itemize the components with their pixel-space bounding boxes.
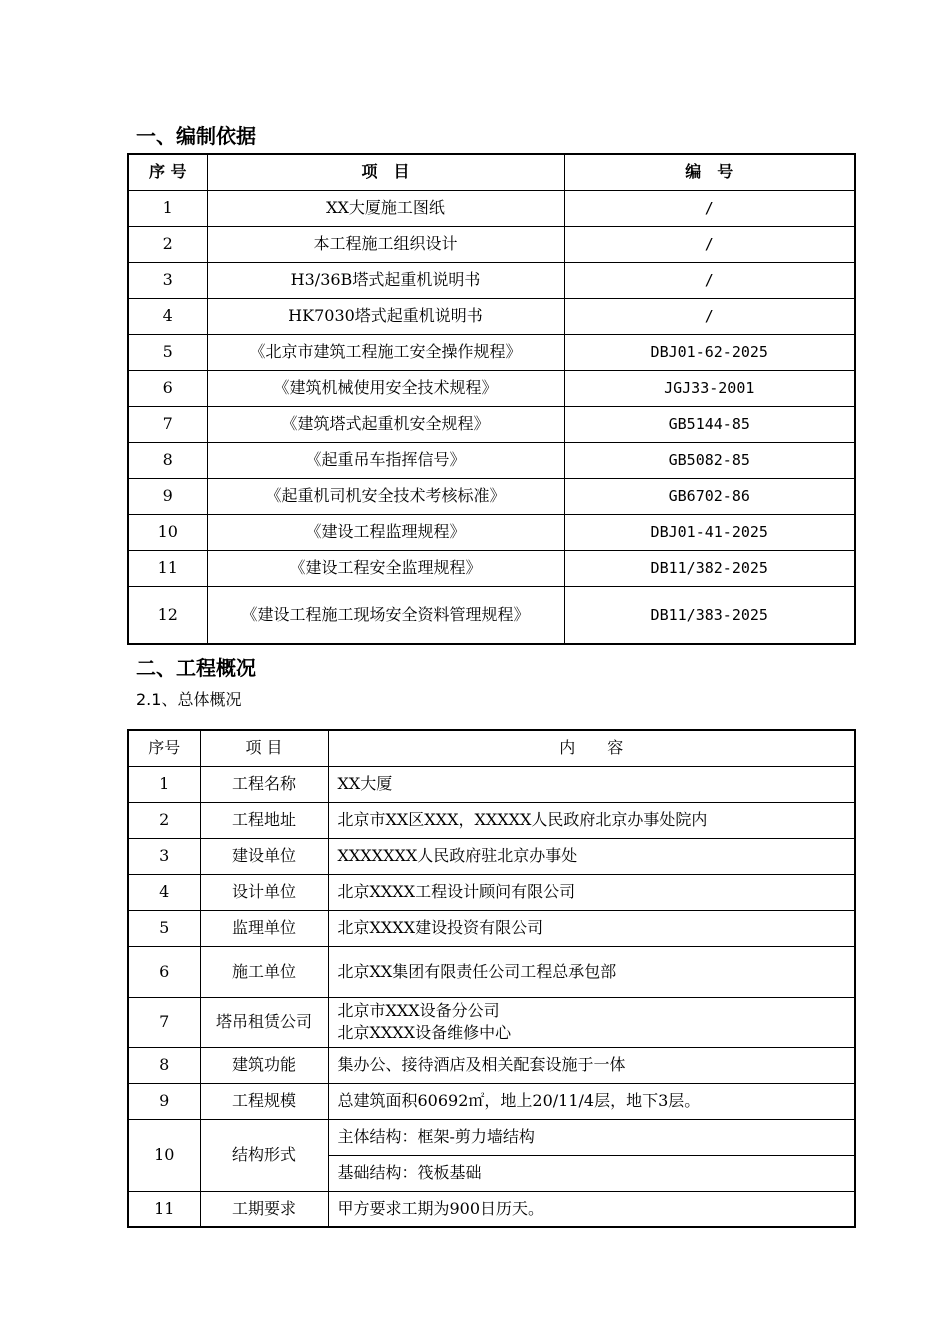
row-no: 6 bbox=[128, 370, 207, 406]
row-item: 《建筑机械使用安全技术规程》 bbox=[207, 370, 564, 406]
row-code: JGJ33-2001 bbox=[564, 370, 855, 406]
row-code: DB11/383-2025 bbox=[564, 586, 855, 644]
table-row bbox=[128, 370, 855, 406]
row-content: 主体结构：框架-剪力墙结构 bbox=[328, 1119, 855, 1155]
row-no: 5 bbox=[128, 910, 200, 946]
row-item: 建筑功能 bbox=[200, 1047, 328, 1083]
row-no: 10 bbox=[128, 1119, 200, 1191]
header-content: 内 容 bbox=[328, 730, 855, 766]
row-code: DBJ01-41-2025 bbox=[564, 514, 855, 550]
table-row bbox=[128, 838, 855, 874]
row-code: DB11/382-2025 bbox=[564, 550, 855, 586]
section2-title: 二、工程概况 bbox=[136, 656, 256, 680]
row-item: 《北京市建筑工程施工安全操作规程》 bbox=[207, 334, 564, 370]
row-item: 塔吊租赁公司 bbox=[200, 997, 328, 1047]
overview-table bbox=[127, 729, 856, 1228]
basis-table-header bbox=[128, 154, 855, 190]
table-row bbox=[128, 334, 855, 370]
row-no: 3 bbox=[128, 838, 200, 874]
table-row bbox=[128, 406, 855, 442]
row-no: 2 bbox=[128, 802, 200, 838]
table-row bbox=[128, 910, 855, 946]
header-no: 序 号 bbox=[128, 154, 207, 190]
row-no: 5 bbox=[128, 334, 207, 370]
content-line: 北京XXXX设备维修中心 bbox=[337, 1023, 512, 1042]
content-line: 北京市XXX设备分公司 bbox=[337, 1001, 500, 1020]
row-code: / bbox=[564, 226, 855, 262]
row-code: GB5082-85 bbox=[564, 442, 855, 478]
table-row bbox=[128, 1191, 855, 1227]
row-content: XX大厦 bbox=[328, 766, 855, 802]
table-row bbox=[128, 874, 855, 910]
row-no: 11 bbox=[128, 550, 207, 586]
table-row bbox=[128, 1119, 855, 1155]
row-code: / bbox=[564, 190, 855, 226]
row-item: 工期要求 bbox=[200, 1191, 328, 1227]
row-item: 《建设工程施工现场安全资料管理规程》 bbox=[207, 586, 564, 644]
row-item: 建设单位 bbox=[200, 838, 328, 874]
row-item: 《起重吊车指挥信号》 bbox=[207, 442, 564, 478]
row-no: 4 bbox=[128, 874, 200, 910]
row-code: GB5144-85 bbox=[564, 406, 855, 442]
row-no: 9 bbox=[128, 1083, 200, 1119]
row-content: 北京XXXX建设投资有限公司 bbox=[328, 910, 855, 946]
table-row bbox=[128, 226, 855, 262]
row-item: 监理单位 bbox=[200, 910, 328, 946]
row-content: 集办公、接待酒店及相关配套设施于一体 bbox=[328, 1047, 855, 1083]
table-row bbox=[128, 1083, 855, 1119]
row-code: / bbox=[564, 262, 855, 298]
row-code: DBJ01-62-2025 bbox=[564, 334, 855, 370]
row-content: 总建筑面积60692㎡，地上20/11/4层，地下3层。 bbox=[328, 1083, 855, 1119]
row-no: 2 bbox=[128, 226, 207, 262]
row-item: 施工单位 bbox=[200, 946, 328, 997]
header-item: 项 目 bbox=[200, 730, 328, 766]
row-item: 结构形式 bbox=[200, 1119, 328, 1191]
table-row bbox=[128, 478, 855, 514]
row-item: XX大厦施工图纸 bbox=[207, 190, 564, 226]
row-content: XXXXXXX人民政府驻北京办事处 bbox=[328, 838, 855, 874]
table-row bbox=[128, 802, 855, 838]
table-row bbox=[128, 298, 855, 334]
table-row bbox=[128, 190, 855, 226]
row-item: 工程名称 bbox=[200, 766, 328, 802]
row-content: 基础结构：筏板基础 bbox=[328, 1155, 855, 1191]
row-item: 《建设工程监理规程》 bbox=[207, 514, 564, 550]
row-item: H3/36B塔式起重机说明书 bbox=[207, 262, 564, 298]
row-no: 8 bbox=[128, 442, 207, 478]
table-row bbox=[128, 586, 855, 644]
row-no: 10 bbox=[128, 514, 207, 550]
row-no: 9 bbox=[128, 478, 207, 514]
row-no: 7 bbox=[128, 997, 200, 1047]
row-item: 《起重机司机安全技术考核标准》 bbox=[207, 478, 564, 514]
row-no: 6 bbox=[128, 946, 200, 997]
row-code: / bbox=[564, 298, 855, 334]
row-item: 《建设工程安全监理规程》 bbox=[207, 550, 564, 586]
table-row bbox=[128, 1047, 855, 1083]
row-content: 北京市XX区XXX，XXXXX人民政府北京办事处院内 bbox=[328, 802, 855, 838]
table-row bbox=[128, 997, 855, 1047]
row-no: 12 bbox=[128, 586, 207, 644]
header-code: 编 号 bbox=[564, 154, 855, 190]
row-item: 设计单位 bbox=[200, 874, 328, 910]
section2-subtitle: 2.1、总体概况 bbox=[136, 690, 242, 709]
table-row bbox=[128, 946, 855, 997]
table-row bbox=[128, 442, 855, 478]
row-content: 北京XXXX工程设计顾问有限公司 bbox=[328, 874, 855, 910]
row-item: 工程地址 bbox=[200, 802, 328, 838]
table-row bbox=[128, 262, 855, 298]
row-code: GB6702-86 bbox=[564, 478, 855, 514]
row-item: 本工程施工组织设计 bbox=[207, 226, 564, 262]
row-no: 4 bbox=[128, 298, 207, 334]
row-no: 1 bbox=[128, 190, 207, 226]
row-no: 3 bbox=[128, 262, 207, 298]
row-item: 《建筑塔式起重机安全规程》 bbox=[207, 406, 564, 442]
section1-title: 一、编制依据 bbox=[136, 124, 256, 148]
row-no: 7 bbox=[128, 406, 207, 442]
row-content: 甲方要求工期为900日历天。 bbox=[328, 1191, 855, 1227]
header-item: 项 目 bbox=[207, 154, 564, 190]
table-row bbox=[128, 514, 855, 550]
row-item: 工程规模 bbox=[200, 1083, 328, 1119]
row-no: 11 bbox=[128, 1191, 200, 1227]
row-no: 1 bbox=[128, 766, 200, 802]
table-row bbox=[128, 766, 855, 802]
row-content: 北京XX集团有限责任公司工程总承包部 bbox=[328, 946, 855, 997]
row-item: HK7030塔式起重机说明书 bbox=[207, 298, 564, 334]
header-no: 序号 bbox=[128, 730, 200, 766]
row-content bbox=[328, 997, 855, 1047]
row-no: 8 bbox=[128, 1047, 200, 1083]
table-row bbox=[128, 550, 855, 586]
basis-table bbox=[127, 153, 856, 645]
overview-table-header bbox=[128, 730, 855, 766]
